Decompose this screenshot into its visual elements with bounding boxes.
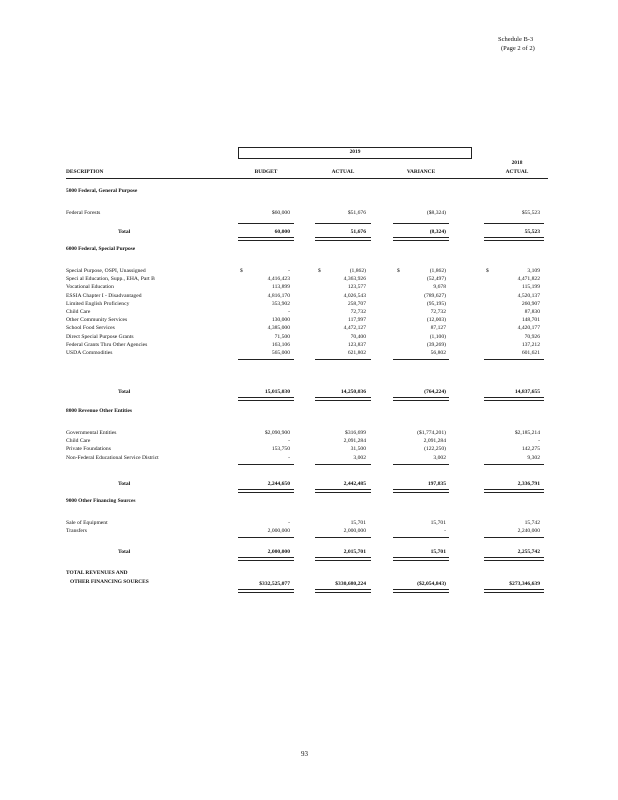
cell-variance: (95,195) xyxy=(426,300,446,307)
schedule-label: Schedule B-3 xyxy=(498,36,534,43)
cell-variance: 56,802 xyxy=(430,350,446,356)
subtotal-rule xyxy=(238,223,294,224)
row-description: Non-Federal Educational Service District xyxy=(66,454,159,461)
cell-variance: ($1,774,201) xyxy=(417,430,446,436)
cell-actual: $316,699 xyxy=(345,430,366,436)
subtotal-rule xyxy=(393,223,449,224)
cell-prior: 142,275 xyxy=(521,446,540,453)
subtotal-rule xyxy=(484,464,544,465)
cell-variance: (1,100) xyxy=(429,333,446,340)
cell-budget: $60,000 xyxy=(271,210,290,216)
cell-prior: 2,240,000 xyxy=(517,528,540,535)
row-description: Child Care xyxy=(66,309,91,315)
cell-budget: - xyxy=(288,520,290,526)
cell-actual: 72,732 xyxy=(350,309,366,315)
total-prior: 2,336,791 xyxy=(517,481,540,487)
row-description: Other Community Services xyxy=(66,317,128,324)
subtotal-rule xyxy=(315,537,371,538)
total-budget: 60,000 xyxy=(274,229,290,235)
total-budget: 2,244,650 xyxy=(267,481,290,487)
cell-prior: 9,302 xyxy=(527,454,540,461)
row-description: Sale of Equipment xyxy=(66,520,108,526)
cell-prior: 15,742 xyxy=(524,520,540,526)
cell-budget: 565,000 xyxy=(271,350,290,356)
total-variance: 197,835 xyxy=(427,481,446,487)
row-description: Limited English Proficiency xyxy=(66,300,130,307)
cell-prior: 137,212 xyxy=(521,341,540,348)
cell-variance: 3,002 xyxy=(433,454,446,461)
row-description: ESSIA Chapter I - Disadvantaged xyxy=(66,292,142,299)
subtotal-rule xyxy=(238,537,294,538)
cell-prior: 148,701 xyxy=(521,317,540,324)
year-header-box xyxy=(238,147,472,159)
row-description: Direct Special Purpose Grants xyxy=(66,333,134,340)
cell-budget: - xyxy=(288,438,290,445)
cell-prior: 4,520,137 xyxy=(517,292,540,299)
row-description: Governmental Entities xyxy=(66,430,117,436)
description-header: DESCRIPTION xyxy=(66,169,104,175)
schedule-page-indicator: (Page 2 of 2) xyxy=(501,45,535,52)
cell-actual: 123,837 xyxy=(347,341,366,348)
grand-total-actual: $330,680,224 xyxy=(335,581,366,587)
row-description: School Food Services xyxy=(66,325,115,332)
cell-prior: 3,109 xyxy=(527,268,540,274)
subtotal-rule xyxy=(484,359,544,360)
subtotal-rule xyxy=(315,359,371,360)
cell-budget: - xyxy=(288,309,290,315)
total-variance: 15,701 xyxy=(430,549,446,555)
total-double-rule xyxy=(315,397,371,401)
total-label: Total xyxy=(118,549,131,555)
cell-budget: 4,416,423 xyxy=(267,276,290,283)
cell-budget: $2,090,900 xyxy=(264,430,290,436)
section-title: 9000 Other Financing Sources xyxy=(66,498,136,504)
subtotal-rule xyxy=(393,359,449,360)
total-budget: 15,015,030 xyxy=(264,389,290,395)
grand-total-double-rule xyxy=(393,589,449,593)
total-actual: 51,676 xyxy=(350,229,366,235)
total-prior: 2,255,742 xyxy=(517,549,540,555)
cell-budget: 4,385,000 xyxy=(267,325,290,332)
total-actual: 2,015,701 xyxy=(343,549,366,555)
total-double-rule xyxy=(484,237,544,241)
subtotal-rule xyxy=(393,537,449,538)
cell-budget: 113,899 xyxy=(272,284,290,291)
cell-actual: 2,000,000 xyxy=(343,528,366,535)
cell-actual: 70,400 xyxy=(350,333,366,340)
cell-actual: 15,701 xyxy=(350,520,366,526)
grand-total-label: OTHER FINANCING SOURCES xyxy=(70,579,149,585)
cell-variance: 2,091,284 xyxy=(423,438,446,445)
cell-prior: 87,830 xyxy=(524,309,540,315)
row-description: Speci al Education, Supp., EHA, Part B xyxy=(66,276,155,283)
cell-actual: 3,002 xyxy=(353,454,366,461)
subtotal-rule xyxy=(238,359,294,360)
page-number: 93 xyxy=(301,750,308,758)
total-double-rule xyxy=(393,557,449,561)
row-description: Transfers xyxy=(66,528,87,535)
cell-budget: 2,000,000 xyxy=(267,528,290,535)
row-description: Child Care xyxy=(66,438,91,445)
budget-header: BUDGET xyxy=(254,169,278,175)
total-variance: (8,324) xyxy=(429,229,446,235)
total-double-rule xyxy=(315,489,371,493)
cell-variance: 15,701 xyxy=(430,520,446,526)
row-description: Vocational Education xyxy=(66,284,114,291)
cell-actual: 2,091,284 xyxy=(343,438,366,445)
cell-actual: 117,997 xyxy=(348,317,366,324)
grand-total-double-rule xyxy=(238,589,294,593)
cell-variance: 9,678 xyxy=(433,284,446,291)
cell-budget: 353,902 xyxy=(271,300,290,307)
row-description: Federal Forests xyxy=(66,210,101,216)
header-rule xyxy=(66,178,548,179)
cell-variance: (789,627) xyxy=(424,292,446,299)
total-double-rule xyxy=(393,237,449,241)
total-actual: 2,442,485 xyxy=(343,481,366,487)
cell-actual: 4,026,543 xyxy=(343,292,366,299)
cell-prior: 4,420,177 xyxy=(517,325,540,332)
total-double-rule xyxy=(238,237,294,241)
cell-variance: ($8,324) xyxy=(426,210,446,216)
cell-budget: 163,106 xyxy=(271,341,290,348)
cell-actual: $51,676 xyxy=(347,210,366,216)
subtotal-rule xyxy=(238,464,294,465)
cell-budget: 71,500 xyxy=(274,333,290,340)
total-double-rule xyxy=(484,397,544,401)
cell-prior: 601,621 xyxy=(521,350,540,356)
total-label: Total xyxy=(118,389,131,395)
grand-total-prior: $273,346,639 xyxy=(509,581,540,587)
total-label: Total xyxy=(118,481,131,487)
total-prior: 14,837,655 xyxy=(514,389,540,395)
row-description: USDA Commodities xyxy=(66,350,113,356)
cell-prior: 70,926 xyxy=(524,333,540,340)
currency-symbol: $ xyxy=(486,268,489,274)
cell-actual: 621,802 xyxy=(347,350,366,356)
total-double-rule xyxy=(393,397,449,401)
actual-header: ACTUAL xyxy=(331,169,355,175)
section-title: 6000 Federal, Special Purpose xyxy=(66,246,136,252)
subtotal-rule xyxy=(484,537,544,538)
cell-variance: - xyxy=(444,528,446,535)
total-budget: 2,000,000 xyxy=(267,549,290,555)
cell-actual: 258,707 xyxy=(347,300,366,307)
cell-variance: 87,127 xyxy=(430,325,446,332)
section-title: 8000 Revenue Other Entities xyxy=(66,408,132,414)
cell-actual: (1,862) xyxy=(349,268,366,274)
cell-actual: 123,577 xyxy=(347,284,366,291)
total-double-rule xyxy=(238,557,294,561)
cell-actual: 31,500 xyxy=(350,446,366,453)
cell-budget: - xyxy=(288,268,290,274)
total-double-rule xyxy=(484,557,544,561)
total-variance: (764,224) xyxy=(424,389,446,395)
cell-prior: $55,523 xyxy=(521,210,540,216)
grand-total-double-rule xyxy=(484,589,544,593)
subtotal-rule xyxy=(315,464,371,465)
subtotal-rule xyxy=(484,223,544,224)
currency-symbol: $ xyxy=(397,268,400,274)
row-description: Special Purpose, OSPI, Unassigned xyxy=(66,268,146,274)
year-header: 2019 xyxy=(349,149,361,155)
total-double-rule xyxy=(315,557,371,561)
row-description: Private Foundations xyxy=(66,446,111,453)
cell-budget: 153,750 xyxy=(271,446,290,453)
grand-total-variance: ($2,054,843) xyxy=(417,581,446,587)
cell-prior: 115,199 xyxy=(522,284,540,291)
cell-budget: 130,000 xyxy=(271,317,290,324)
total-double-rule xyxy=(315,237,371,241)
cell-variance: (12,003) xyxy=(426,317,446,324)
cell-actual: 4,472,127 xyxy=(343,325,366,332)
cell-variance: (52,497) xyxy=(426,276,446,283)
grand-total-label: TOTAL REVENUES AND xyxy=(66,570,128,576)
total-double-rule xyxy=(238,489,294,493)
section-title: 5000 Federal, General Purpose xyxy=(66,188,138,194)
prior-actual-header: ACTUAL xyxy=(505,169,529,175)
subtotal-rule xyxy=(393,464,449,465)
subtotal-rule xyxy=(315,223,371,224)
row-description: Federal Grants Thru Other Agencies xyxy=(66,341,148,348)
currency-symbol: $ xyxy=(318,268,321,274)
total-double-rule xyxy=(393,489,449,493)
cell-variance: (1,862) xyxy=(429,268,446,274)
grand-total-double-rule xyxy=(315,589,371,593)
cell-variance: (122,250) xyxy=(424,446,446,453)
cell-actual: 4,363,926 xyxy=(343,276,366,283)
cell-variance: 72,732 xyxy=(430,309,446,315)
prior-year-header: 2018 xyxy=(511,160,523,166)
cell-budget: 4,816,170 xyxy=(267,292,290,299)
total-actual: 14,250,036 xyxy=(340,389,366,395)
total-prior: 55,523 xyxy=(524,229,540,235)
cell-prior: 4,471,822 xyxy=(517,276,540,283)
total-label: Total xyxy=(118,229,131,235)
cell-prior: - xyxy=(538,438,540,445)
total-double-rule xyxy=(238,397,294,401)
grand-total-budget: $332,525,077 xyxy=(259,581,290,587)
cell-prior: $2,185,214 xyxy=(514,430,540,436)
cell-variance: (39,269) xyxy=(426,341,446,348)
cell-prior: 260,907 xyxy=(521,300,540,307)
total-double-rule xyxy=(484,489,544,493)
variance-header: VARIANCE xyxy=(406,169,436,175)
cell-budget: - xyxy=(288,454,290,461)
currency-symbol: $ xyxy=(240,268,243,274)
